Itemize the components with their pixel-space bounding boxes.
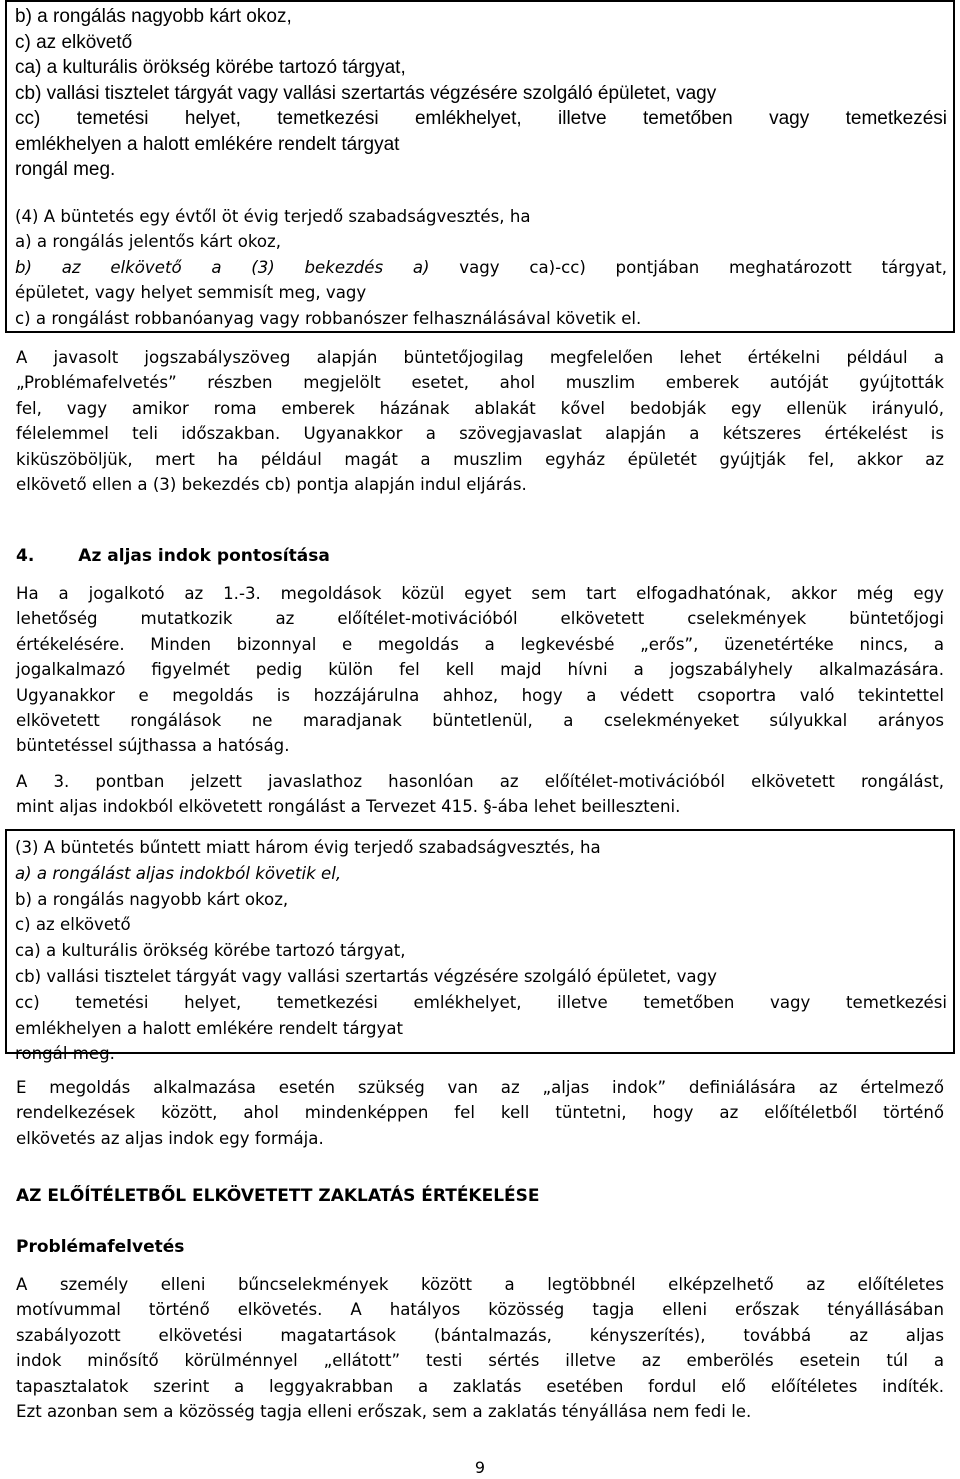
section-heading	[16, 546, 330, 566]
paragraph-line: elkövetés az aljas indok egy formája.	[16, 1128, 324, 1148]
paragraph-line: motívummal történő elkövetés. A hatályos közösség tagja elleni erőszak tényállásában	[16, 1300, 944, 1320]
box2-line: cb) vallási tisztelet tárgyát vagy vallási szertartás végzésére szolgáló épületet, vagy	[15, 966, 717, 986]
paragraph-line: „Problémafelvetés” részben megjelölt esetet, ahol muszlim emberek autóját gyújtották	[16, 373, 944, 393]
paragraph-line: mint aljas indokból elkövetett rongálást a Tervezet 415. §-ába lehet beilleszteni.	[16, 797, 681, 817]
paragraph-line: A 3. pontban jelzett javaslathoz hasonlóan az előítélet-motivációból elkövetett rongálást,	[16, 772, 944, 791]
box2-italic-line	[15, 861, 945, 887]
subheading: Problémafelvetés	[16, 1237, 185, 1257]
paragraph-line: elkövető ellen a (3) bekezdés cb) pontja alapján indul eljárás.	[16, 475, 527, 495]
paragraph-line: büntetéssel sújthassa a hatóság.	[16, 736, 290, 756]
paragraph-line: Ezt azonban sem a közösség tagja elleni erőszak, sem a zaklatás tényállása nem fedi le.	[16, 1402, 752, 1422]
paragraph-line: elkövetett rongálások ne maradjanak büntetlenül, a cselekményeket súlyukkal arányos	[16, 711, 944, 731]
box1-line: c) az elkövető	[15, 31, 133, 53]
box1-p4-line: épületet, vagy helyet semmisít meg, vagy	[15, 283, 367, 302]
box1-p4-line: c) a rongálást robbanóanyag vagy robbanószer felhasználásával követik el.	[15, 308, 642, 328]
box1-line: b) a rongálás nagyobb kárt okoz,	[15, 6, 292, 27]
box2-line: ca) a kulturális örökség körébe tartozó tárgyat,	[15, 941, 406, 961]
legal-text-box-current	[5, 0, 955, 333]
box1-p4-b-italic: b) az elkövető a (3) bekezdés a)	[15, 257, 430, 277]
paragraph-line: tapasztalatok szerint a leggyakrabban a zaklatás esetében fordul elő előítéletes indíték.	[16, 1376, 944, 1396]
paragraph-analysis	[16, 345, 944, 497]
page-number: 9	[474, 1458, 486, 1477]
box1-line: emlékhelyen a halott emlékére rendelt tárgyat	[15, 133, 400, 155]
section-number: 4.	[16, 546, 35, 566]
paragraph-line: indok minősítő körülménnyel „ellátott” testi sértés illetve az emberölés esetein túl a	[16, 1351, 944, 1371]
box1-line: cb) vallási tisztelet tárgyát vagy vallási szertartás végzésére szolgáló épületet, vagy	[15, 82, 717, 104]
legal-text-box-proposed	[5, 829, 955, 1064]
paragraph-line: szabályozott elkövetési magatartások (bántalmazás, kényszerítés), továbbá az aljas	[16, 1325, 944, 1345]
box2-line: emlékhelyen a halott emlékére rendelt tárgyat	[15, 1018, 404, 1038]
chapter-heading: AZ ELŐÍTÉLETBŐL ELKÖVETETT ZAKLATÁS ÉRTÉKELÉSE	[16, 1186, 540, 1206]
paragraph-line: értékelésére. Minden bizonnyal e megoldás a legkevésbé „erős”, üzenetértéke nincs, a	[16, 634, 944, 654]
paragraph-problem	[16, 1272, 944, 1424]
paragraph-line: lehetőség mutatkozik az előítélet-motivációból elkövetett cselekmények büntetőjogi	[16, 609, 944, 629]
box1-p4-line: a) a rongálás jelentős kárt okoz,	[15, 232, 282, 251]
paragraph-line: A személy elleni bűncselekmények között a legtöbbnél elképzelhető az előítéletes	[16, 1275, 944, 1294]
paragraph-proposal	[16, 581, 944, 759]
box1-line: cc) temetési helyet, temetkezési emlékhelyet, illetve temetőben vagy temetkezési	[15, 108, 947, 129]
paragraph-line: félelemmel teli időszakban. Ugyanakkor a szövegjavaslat alapján a kétszeres értékelést is	[16, 424, 944, 444]
box1-line: rongál meg.	[15, 159, 116, 180]
section-title: Az aljas indok pontosítása	[78, 546, 330, 566]
paragraph-line: rendelkezések között, ahol mindenképpen fel kell tüntetni, hogy az előítéletből történő	[16, 1103, 944, 1123]
paragraph-line: E megoldás alkalmazása esetén szükség van az „aljas indok” definiálására az értelmező	[16, 1078, 944, 1097]
box1-p4-b-rest: vagy ca)-cc) pontjában meghatározott tárgyat,	[459, 257, 947, 277]
paragraph-line: fel, vagy amikor roma emberek házának ablakát kővel bedobják egy ellenük irányuló,	[16, 398, 944, 418]
box2-line: (3) A büntetés bűntett miatt három évig terjedő szabadságvesztés, ha	[15, 838, 601, 857]
paragraph-line: jogalkalmazó figyelmét pedig külön fel kell majd hívni a jogszabályhely alkalmazására.	[16, 660, 944, 680]
paragraph-placement	[16, 769, 944, 820]
box1-line: ca) a kulturális örökség körébe tartozó tárgyat,	[15, 57, 406, 78]
paragraph-line: Ha a jogalkotó az 1.-3. megoldások közül egyet sem tart elfogadhatónak, akkor még egy	[16, 584, 944, 603]
box1-p4-b-line	[15, 255, 947, 281]
box2-line: cc) temetési helyet, temetkezési emlékhelyet, illetve temetőben vagy temetkezési	[15, 992, 947, 1012]
paragraph-line: A javasolt jogszabályszöveg alapján büntetőjogilag megfelelően lehet értékelni például a	[16, 348, 944, 367]
paragraph-definition	[16, 1075, 944, 1151]
box2-italic-text: a) a rongálást aljas indokból követik el,	[15, 863, 342, 883]
box2-line: c) az elkövető	[15, 915, 131, 935]
box2-line: rongál meg.	[15, 1044, 115, 1064]
paragraph-line: Ugyanakkor e megoldás is hozzájárulna ahhoz, hogy a védett csoportra való tekintettel	[16, 685, 944, 705]
box2-line: b) a rongálás nagyobb kárt okoz,	[15, 889, 289, 909]
box1-p4-line: (4) A büntetés egy évtől öt évig terjedő szabadságvesztés, ha	[15, 206, 531, 226]
paragraph-line: kiküszöböljük, mert ha például magát a muszlim egyház épületét gyújtják fel, akkor az	[16, 449, 944, 469]
